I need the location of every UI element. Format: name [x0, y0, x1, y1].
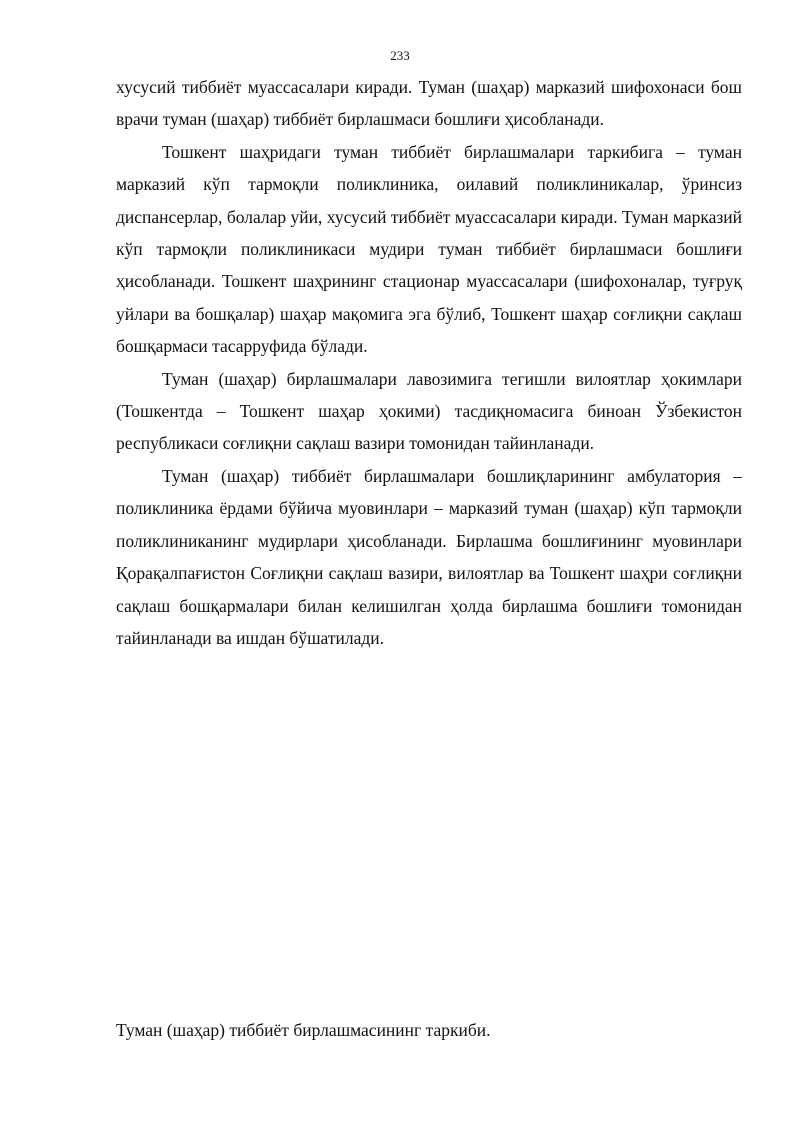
paragraph-deputies: Туман (шаҳар) тиббиёт бирлашмалари бошлиқларининг амбулатория – поликлиника ёрдами бўйича муовинлари – марказий туман (шаҳар) кўп тармоқли поликлиниканинг мудирлари ҳисобланади. Бирлашма бошлиғининг муовинлари Қорақалпағистон Соғлиқни сақлаш вазири, вилоятлар ва Тошкент шаҳри соғлиқни сақлаш бошқармалари билан келишилган ҳолда бирлашма бошлиғи томонидан тайинланади ва ишдан бўшатилади. [116, 465, 742, 648]
page-number: 233 [390, 48, 410, 63]
body-text [116, 71, 742, 654]
paragraph-appointment: Туман (шаҳар) бирлашмалари лавозимига тегишли вилоятлар ҳокимлари (Тошкентда – Тошкент шаҳар ҳокими) тасдиқномасига биноан Ўзбекистон республикаси соғлиқни сақлаш вазири томонидан тайинланади. [116, 368, 742, 454]
figure-caption: Туман (шаҳар) тиббиёт бирлашмасининг таркиби. [116, 1020, 491, 1040]
paragraph-continuation: хусусий тиббиёт муассасалари киради. Туман (шаҳар) марказий шифохонаси бош врачи туман (шаҳар) тиббиёт бирлашмаси бошлиғи ҳисобланади. [116, 77, 742, 130]
paragraph-tashkent-districts: Тошкент шаҳридаги туман тиббиёт бирлашмалари таркибига – туман марказий кўп тармоқли поликлиника, оилавий поликлиникалар, ўринсиз диспансерлар, болалар уйи, хусусий тиббиёт муассасалари киради. Туман марказий кўп тармоқли поликлиникаси мудири туман тиббиёт бирлашмаси бошлиғи ҳисобланади. Тошкент шаҳрининг стационар муассасалари (шифохоналар, туғруқ уйлари ва бошқалар) шаҳар мақомига эга бўлиб, Тошкент шаҳар соғлиқни сақлаш бошқармаси тасарруфида бўлади. [116, 141, 742, 357]
